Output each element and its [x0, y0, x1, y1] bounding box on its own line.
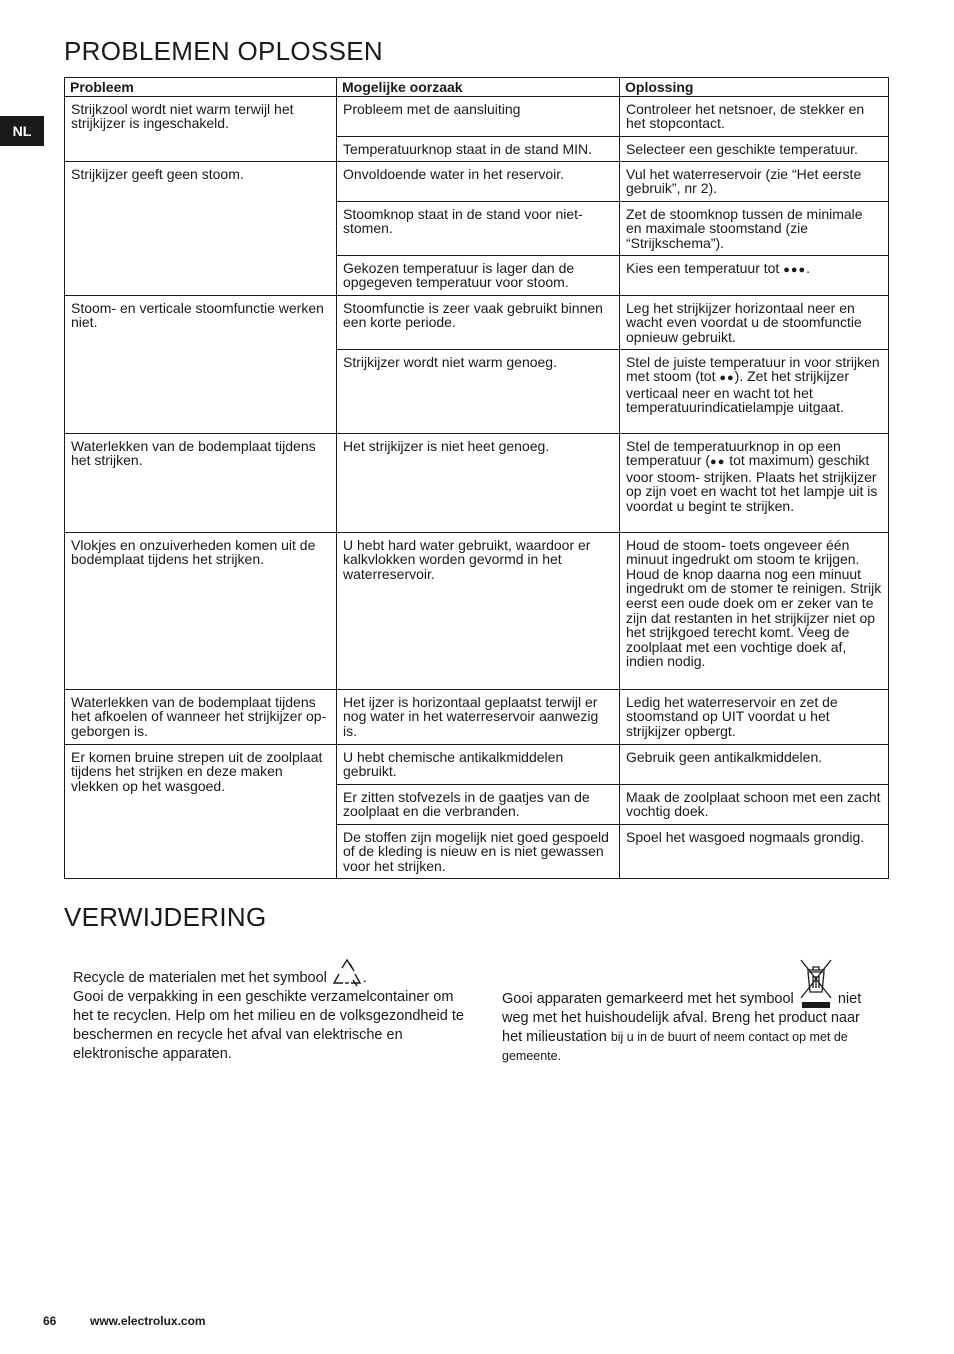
- solution-cell: Gebruik geen antikalkmiddelen.: [620, 744, 889, 784]
- cause-cell: Het strijkijzer is niet heet genoeg.: [337, 433, 620, 532]
- solution-cell: Controleer het netsnoer, de stekker en het stopcontact.: [620, 96, 889, 136]
- recycle-paragraph: Gooi de verpakking in een geschikte verzamelcontainer om het te recyclen. Help om het milieu en de volksgezondheid te beschermen en recycle het afval van elektrische en elektronische apparaten.: [73, 989, 464, 1062]
- cause-cell: Stoomfunctie is zeer vaak gebruikt binnen een korte periode.: [337, 295, 620, 349]
- troubleshooting-table: [64, 77, 889, 879]
- temperature-dots-icon: ●●: [719, 372, 735, 385]
- temperature-dots-icon: ●●●: [783, 263, 807, 276]
- problem-cell: Stoom- en verticale stoomfunctie werken niet.: [65, 295, 337, 433]
- problem-cell: Er komen bruine strepen uit de zoolplaat tijdens het strijken en deze maken vlekken op het wasgoed.: [65, 744, 337, 878]
- solution-text: Kies een temperatuur tot: [626, 259, 780, 276]
- problem-cell: Waterlekken van de bodemplaat tijdens het strijken.: [65, 433, 337, 532]
- header-solution: Oplossing: [620, 78, 889, 97]
- problem-cell: Strijkijzer geeft geen stoom.: [65, 161, 337, 295]
- cause-cell: Temperatuurknop staat in de stand MIN.: [337, 136, 620, 161]
- problem-cell: Waterlekken van de bodemplaat tijdens het afkoelen of wanneer het strijkijzer op- geborgen is.: [65, 689, 337, 744]
- recycle-icon: [331, 958, 363, 988]
- table-row: [65, 433, 889, 532]
- table-row: [65, 689, 889, 744]
- solution-cell: Selecteer een geschikte temperatuur.: [620, 136, 889, 161]
- header-cause: Mogelijke oorzaak: [337, 78, 620, 97]
- weee-paragraph: weg met het huishoudelijk afval. Breng het product naar het milieustation: [502, 1010, 860, 1045]
- language-tab: NL: [0, 116, 44, 146]
- cause-cell: Stoomknop staat in de stand voor niet-stomen.: [337, 201, 620, 255]
- solution-cell: [620, 349, 889, 433]
- recycle-line: Recycle de materialen met het symbool: [73, 970, 327, 986]
- solution-cell: Spoel het wasgoed nogmaals grondig.: [620, 824, 889, 878]
- table-row: [65, 295, 889, 349]
- problem-cell: Strijkzool wordt niet warm terwijl het strijkijzer is ingeschakeld.: [65, 96, 337, 161]
- recycle-line-end: .: [362, 970, 367, 986]
- cause-cell: Gekozen temperatuur is lager dan de opgegeven temperatuur voor stoom.: [337, 255, 620, 295]
- cause-cell: Probleem met de aansluiting: [337, 96, 620, 136]
- disposal-recycle-text: [73, 958, 468, 1064]
- problem-cell: Vlokjes en onzuiverheden komen uit de bodemplaat tijdens het strijken.: [65, 532, 337, 689]
- weee-paragraph-small: bij u in de buurt of neem contact op met de gemeente.: [502, 1030, 848, 1063]
- solution-cell: Maak de zoolplaat schoon met een zacht vochtig doek.: [620, 784, 889, 824]
- solution-text: Stel de temperatuurknop in op een temperatuur (: [626, 437, 841, 469]
- solution-cell: Leg het strijkijzer horizontaal neer en wacht even voordat u de stoomfunctie opnieuw gebruikt.: [620, 295, 889, 349]
- disposal-weee-text: [502, 958, 882, 1066]
- solution-text: Stel de juiste temperatuur in voor strijken met stoom (tot: [626, 353, 880, 385]
- cause-cell: U hebt hard water gebruikt, waardoor er kalkvlokken worden gevormd in het waterreservoir.: [337, 532, 620, 689]
- cause-cell: De stoffen zijn mogelijk niet goed gespoeld of de kleding is nieuw en is niet gewassen voor het strijken.: [337, 824, 620, 878]
- website-link[interactable]: www.electrolux.com: [90, 1314, 206, 1328]
- temperature-dots-icon: ●●: [710, 456, 726, 469]
- solution-text: ). Zet het strijkijzer verticaal neer en wacht tot het temperatuurindicatielampje uitgaat.: [626, 368, 850, 416]
- header-problem: Probleem: [65, 78, 337, 97]
- table-row: [65, 744, 889, 784]
- page-number: 66: [43, 1314, 57, 1328]
- table-header-row: [65, 78, 889, 97]
- section-title-disposal: VERWIJDERING: [64, 902, 267, 932]
- cause-cell: Onvoldoende water in het reservoir.: [337, 161, 620, 201]
- cause-cell: Er zitten stofvezels in de gaatjes van de zoolplaat en die verbranden.: [337, 784, 620, 824]
- solution-cell: Zet de stoomknop tussen de minimale en maximale stoomstand (zie “Strijkschema”).: [620, 201, 889, 255]
- weee-line-end: niet: [837, 991, 862, 1007]
- weee-line: Gooi apparaten gemarkeerd met het symbool: [502, 991, 794, 1007]
- cause-cell: Strijkijzer wordt niet warm genoeg.: [337, 349, 620, 433]
- solution-text: .: [806, 259, 811, 276]
- solution-text: tot maximum) geschikt voor stoom- strijken. Plaats het strijkijzer op zijn voet en wacht tot het lampje uit is voordat u begint te strijken.: [626, 452, 878, 514]
- crossed-bin-icon: [798, 958, 834, 1010]
- solution-cell: Houd de stoom- toets ongeveer één minuut ingedrukt om stoom te krijgen. Houd de knop daarna nog een minuut ingedrukt om de stomer te reinigen. Strijk eerst een oude doek om er zeker van te zijn dat restanten in het strijkijzer niet op het strijkgoed terecht komt. Veeg de zoolplaat met een vochtige doek af, indien nodig.: [620, 532, 889, 689]
- solution-cell: Vul het waterreservoir (zie “Het eerste gebruik”, nr 2).: [620, 161, 889, 201]
- table-row: [65, 532, 889, 689]
- cause-cell: U hebt chemische antikalkmiddelen gebruikt.: [337, 744, 620, 784]
- solution-cell: [620, 433, 889, 532]
- section-title-troubleshooting: PROBLEMEN OPLOSSEN: [64, 36, 383, 66]
- cause-cell: Het ijzer is horizontaal geplaatst terwijl er nog water in het waterreservoir aanwezig is.: [337, 689, 620, 744]
- solution-cell: Ledig het waterreservoir en zet de stoomstand op UIT voordat u het strijkijzer opbergt.: [620, 689, 889, 744]
- table-row: [65, 96, 889, 136]
- solution-cell: [620, 255, 889, 295]
- table-row: [65, 161, 889, 201]
